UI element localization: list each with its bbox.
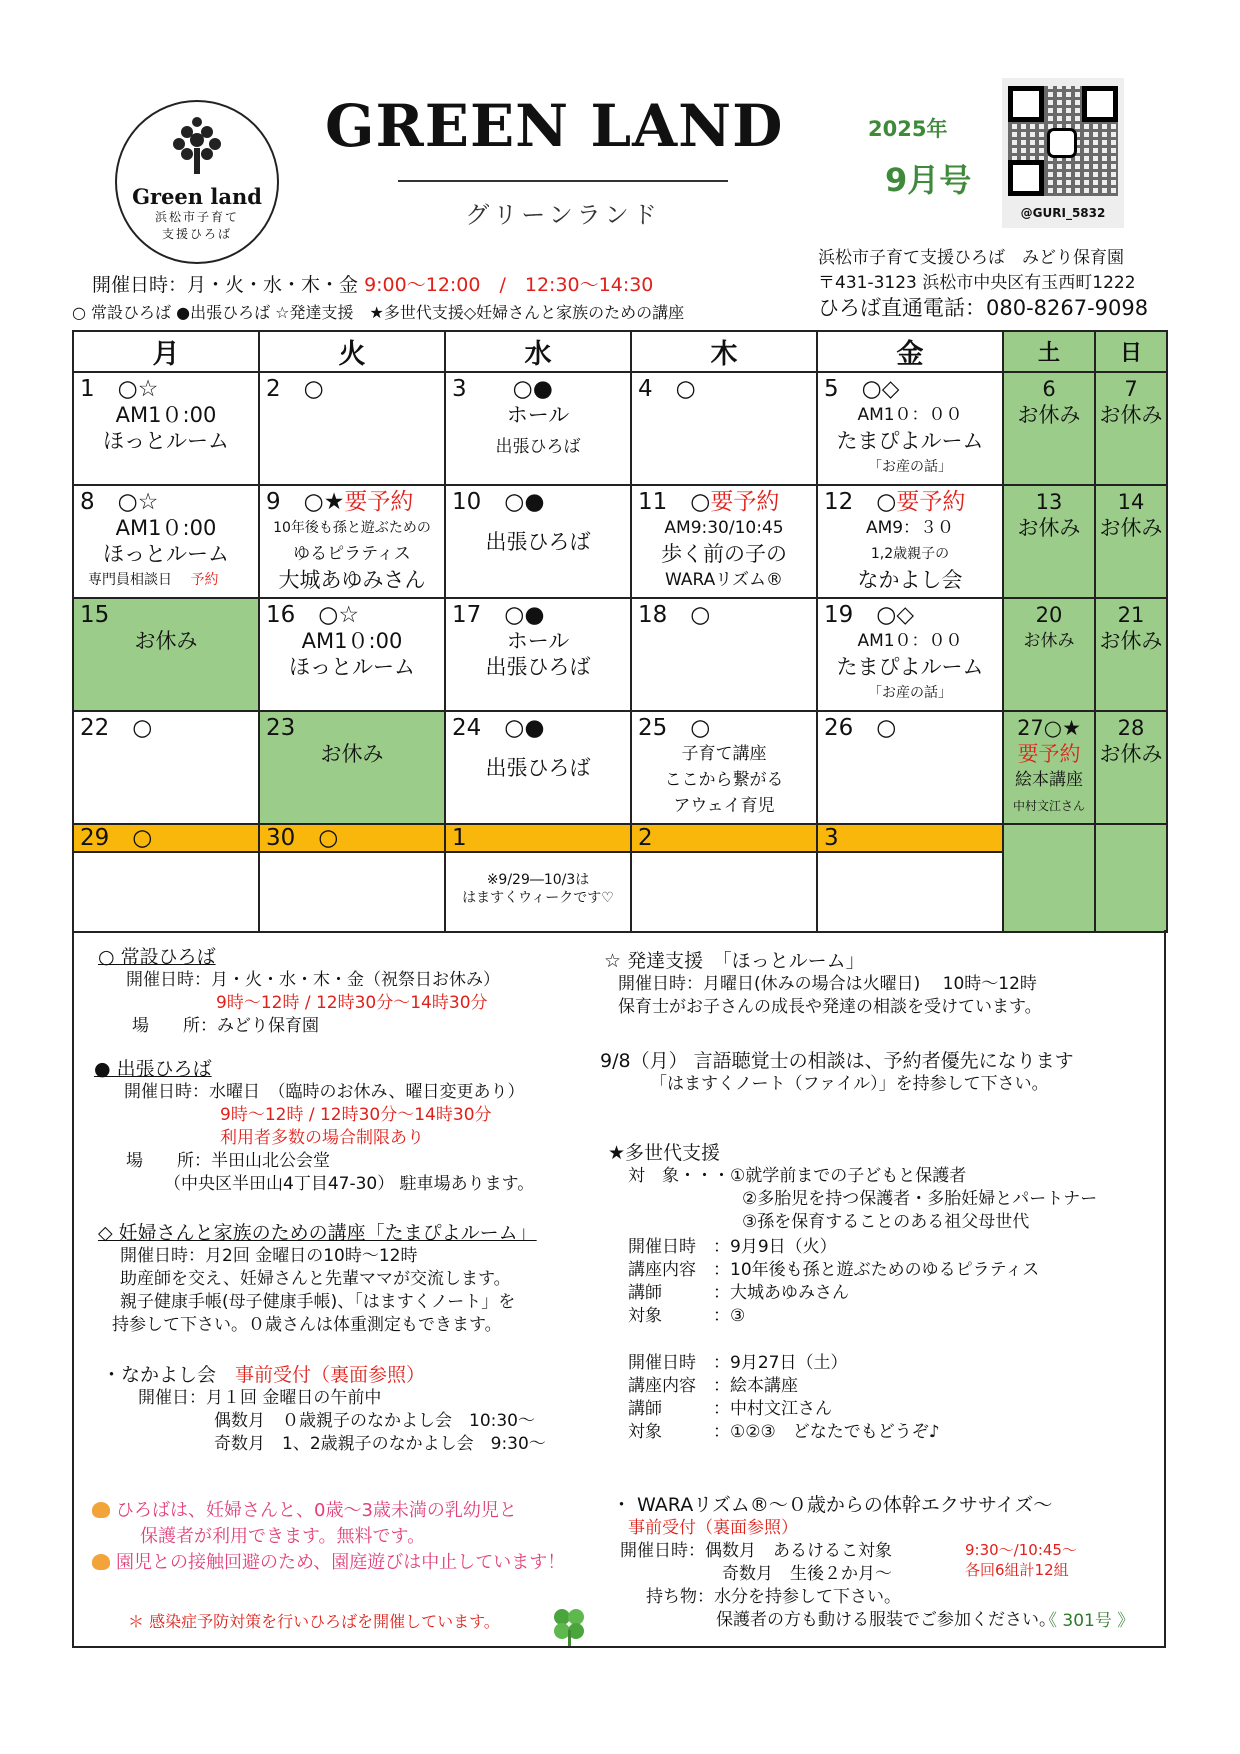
info-line: 開催日時：月・火・水・木・金（祝祭日お休み）: [126, 970, 500, 990]
week-row-5: [73, 824, 1167, 852]
day-number: 12 ○: [824, 489, 897, 515]
day-cell: [631, 598, 817, 711]
logo-sub-2: 支援ひろば: [161, 227, 232, 241]
info-line: 9/8（月） 言語聴覚士の相談は、予約者優先になります: [600, 1050, 1074, 1072]
day-cell: [259, 372, 445, 485]
day-number: 14: [1117, 490, 1145, 514]
wara-time: 9:30～/10:45～: [965, 1541, 1077, 1559]
info-line: 場 所：みどり保育園: [132, 1016, 319, 1036]
info-line: 親子健康手帳(母子健康手帳)、「はますくノート」を: [120, 1292, 516, 1312]
day-cell: [259, 598, 445, 711]
day-cell: [445, 485, 631, 598]
closed-label: お休み: [134, 629, 198, 653]
day-cell-closed: [1003, 372, 1095, 485]
info-line: 開催日時：月曜日(休みの場合は火曜日) 10時～12時: [618, 974, 1037, 994]
day-cell: [817, 372, 1003, 485]
day-number: 22 ○: [80, 715, 153, 741]
section-title: ☆ 発達支援 「ほっとルーム」: [604, 950, 865, 972]
event-time: AM1０:00: [115, 403, 217, 427]
closed-label: お休み: [1017, 516, 1081, 540]
issue-number: 《 301号 》: [1040, 1611, 1135, 1631]
event-note: 専門員相談日: [88, 572, 172, 588]
info-line: 開催日時：水曜日 （臨時のお休み、曜日変更あり）: [124, 1082, 525, 1102]
day-number: 4 ○: [638, 376, 696, 402]
issue-year: 2025年: [868, 117, 948, 141]
day-number: 19 ○◇: [824, 602, 915, 628]
reservation-badge: 事前受付（裏面参照）: [628, 1518, 798, 1538]
qr-finder-2: [1082, 86, 1118, 122]
section-shutcho: [94, 1058, 534, 1196]
day-cell-closed: [1095, 598, 1167, 711]
event-title-2: アウェイ育児: [673, 796, 775, 816]
info-line-highlight: 9時～12時 / 12時30分～14時30分: [216, 993, 488, 1013]
event-line: 対象 ：①②③ どなたでもどうぞ♪: [628, 1422, 940, 1442]
infection-note: ＊ 感染症予防対策を行いひろばを開催しています。: [128, 1612, 500, 1631]
day-number: 29 ○: [80, 825, 153, 851]
event-line: 対象 ：③: [628, 1306, 746, 1326]
qr-code[interactable]: [1002, 78, 1124, 228]
day-number: 1 ○☆: [80, 376, 159, 402]
closed-label: お休み: [320, 742, 384, 766]
reservation-badge: 要予約: [896, 489, 966, 515]
info-line: 助産師を交え、妊婦さんと先輩ママが交流します。: [120, 1269, 511, 1289]
event-subtitle: 「お産の話」: [868, 459, 952, 475]
week-row-6: [73, 852, 1167, 932]
day-number: 28: [1117, 716, 1145, 740]
weekday-header: [73, 331, 1167, 372]
wara-capacity: 各回6組計12組: [965, 1561, 1069, 1579]
day-cell: [631, 372, 817, 485]
event-title: 出張ひろば: [485, 756, 591, 780]
day-number: 5 ○◇: [824, 376, 900, 402]
day-cell-closed: [1003, 485, 1095, 598]
info-line: 保護者の方も動ける服装でご参加ください。: [716, 1610, 1056, 1630]
day-cell-closed: [73, 598, 259, 711]
logo-brand: Green land: [132, 184, 262, 209]
event-time: AM1０:00: [115, 516, 217, 540]
section-jousetsu: [98, 946, 500, 1038]
event-subtitle: 1,2歳親子の: [870, 546, 950, 562]
info-line: 対 象・・・①就学前までの子どもと保護者: [628, 1166, 967, 1186]
instagram-icon: [1047, 128, 1077, 158]
event-title: ゆるピラティス: [293, 544, 411, 564]
day-number: 20: [1035, 603, 1063, 627]
org-address: 〒431-3123 浜松市中央区有玉西町1222: [818, 273, 1136, 293]
info-line: ③孫を保育することのある祖父母世代: [742, 1212, 1030, 1232]
clover-icon: [545, 1600, 593, 1648]
day-number: 3: [824, 825, 839, 851]
week-row-2: [73, 485, 1167, 598]
event-title: たまぴよルーム: [836, 429, 984, 453]
closed-label: お休み: [1017, 403, 1081, 427]
event-title: ほっとルーム: [103, 429, 229, 453]
event-subtitle: 子育て講座: [681, 744, 767, 764]
info-line: 奇数月 生後２か月～: [722, 1564, 892, 1584]
day-number: 15: [80, 602, 110, 628]
day-number: 16 ○☆: [266, 602, 359, 628]
day-cell: [259, 485, 445, 598]
notice-block: [92, 1498, 565, 1576]
event-title: 絵本講座: [1015, 770, 1083, 790]
day-cell: [445, 598, 631, 711]
day-number: 26 ○: [824, 715, 897, 741]
day-cell-empty: [1095, 824, 1167, 932]
logo-sub-1: 浜松市子育て: [154, 210, 239, 224]
week-row-4: [73, 711, 1167, 824]
section-title: ・ WARAリズム®～０歳からの体幹エクササイズ～: [612, 1494, 1053, 1516]
day-number: 13: [1035, 490, 1063, 514]
calendar: [72, 330, 1168, 933]
event-place: ホール: [506, 629, 570, 653]
week-note-2: はますくウィークです♡: [462, 890, 614, 906]
day-cell: [631, 711, 817, 824]
day-cell-empty: [631, 852, 817, 932]
closed-label: お休み: [1099, 742, 1163, 766]
info-line: 持ち物：水分を持参して下さい。: [646, 1587, 901, 1607]
notice-line: 保護者が利用できます。無料です。: [140, 1526, 426, 1547]
event-place: ホール: [506, 403, 570, 427]
event-subtitle: 10年後も孫と遊ぶための: [273, 520, 431, 536]
day-cell: [73, 485, 259, 598]
opening-hours: [92, 270, 653, 297]
org-name: 浜松市子育て支援ひろば みどり保育園: [818, 248, 1124, 268]
event-time: AM9:30/10:45: [664, 518, 784, 538]
weekday-sat: 土: [1003, 331, 1095, 372]
tree-icon: [169, 114, 225, 176]
event-instructor: 中村文江さん: [1012, 799, 1085, 813]
closed-label: お休み: [1099, 516, 1163, 540]
day-cell-empty: [817, 852, 1003, 932]
event-title: ほっとルーム: [103, 542, 229, 566]
closed-label: お休み: [1099, 403, 1163, 427]
event-time: AM9：３０: [865, 518, 955, 538]
instagram-handle: @GURI_5832: [1020, 206, 1106, 220]
reservation-badge: 予約: [190, 572, 219, 588]
heart-icon: [92, 1554, 110, 1570]
day-number: 9 ○★: [266, 489, 345, 515]
symbol-legend: ○ 常設ひろば ●出張ひろば ☆発達支援 ★多世代支援◇妊婦さんと家族のための講座: [72, 303, 685, 322]
event-instructor: 大城あゆみさん: [278, 568, 426, 592]
event-title: 出張ひろば: [495, 437, 581, 457]
day-number: 30 ○: [266, 825, 339, 851]
day-cell: [73, 711, 259, 824]
qr-finder-3: [1008, 160, 1044, 196]
qr-finder-1: [1008, 86, 1044, 122]
info-line-highlight: 9時～12時 / 12時30分～14時30分: [220, 1105, 492, 1125]
issue-month: 9月号: [885, 161, 972, 199]
wara-time-note: [965, 1540, 1077, 1580]
day-number: 25 ○: [638, 715, 711, 741]
weekday-wed: 水: [445, 331, 631, 372]
day-cell: [259, 824, 445, 852]
day-cell-closed: [1095, 485, 1167, 598]
event-title: 出張ひろば: [485, 655, 591, 679]
info-line: 開催日：月１回 金曜日の午前中: [138, 1388, 382, 1408]
section-title: ◇ 妊婦さんと家族のための講座「たまぴよルーム」: [98, 1222, 537, 1244]
reservation-badge: 要予約: [1017, 742, 1081, 766]
day-cell-empty: [1003, 824, 1095, 932]
week-row-3: [73, 598, 1167, 711]
info-line: 開催日時：月2回 金曜日の10時～12時: [120, 1246, 418, 1266]
reservation-badge: 事前受付（裏面参照）: [235, 1364, 426, 1386]
section-tamapiyo: [98, 1222, 537, 1337]
weekday-sun: 日: [1095, 331, 1167, 372]
info-line: 保育士がお子さんの成長や発達の相談を受けています。: [618, 997, 1042, 1017]
closed-label: お休み: [1099, 629, 1163, 653]
hours-label: 開催日時：月・火・水・木・金: [92, 274, 359, 296]
day-cell: [631, 824, 817, 852]
event-title: なかよし会: [857, 568, 963, 592]
day-cell-empty: [73, 852, 259, 932]
notice-line: 園児との接触回避のため、園庭遊びは中止しています！: [116, 1552, 566, 1573]
info-line: 場 所：半田山北公会堂: [126, 1151, 330, 1171]
reservation-badge: 要予約: [344, 489, 414, 515]
org-tel: ひろば直通電話：080-8267-9098: [818, 296, 1149, 320]
day-cell-closed: [1095, 711, 1167, 824]
event-title: たまぴよルーム: [836, 655, 984, 679]
heart-icon: [92, 1502, 110, 1518]
day-cell: [817, 485, 1003, 598]
event-line: 講師 ：大城あゆみさん: [628, 1283, 849, 1303]
event-line: 開催日時 ：9月27日（土）: [628, 1353, 848, 1373]
info-line-highlight: 利用者多数の場合制限あり: [220, 1128, 424, 1148]
section-tasedai: [608, 1142, 1097, 1444]
day-number: 1: [452, 825, 467, 851]
day-number: 7: [1124, 377, 1138, 401]
day-number: 11 ○: [638, 489, 711, 515]
weekday-fri: 金: [817, 331, 1003, 372]
info-line: （中央区半田山4丁目47-30） 駐車場あります。: [164, 1174, 535, 1194]
day-cell-closed: [1095, 372, 1167, 485]
day-number: 17 ○●: [452, 602, 545, 628]
day-cell-event: [1003, 711, 1095, 824]
section-title: ● 出張ひろば: [94, 1058, 212, 1080]
info-line: ②多胎児を持つ保護者・多胎妊婦とパートナー: [742, 1189, 1098, 1209]
closed-label: お休み: [1023, 631, 1075, 651]
day-number: 10 ○●: [452, 489, 545, 515]
section-gengo: [600, 1050, 1074, 1096]
reservation-badge: 要予約: [710, 489, 780, 515]
event-line: 講師 ：中村文江さん: [628, 1399, 832, 1419]
event-time: AM1０:00: [301, 629, 403, 653]
day-number: 6: [1042, 377, 1056, 401]
org-info: [818, 246, 1148, 321]
day-cell: [445, 852, 631, 932]
title-divider: [398, 180, 728, 182]
event-line: 講座内容 ：10年後も孫と遊ぶためのゆるピラティス: [628, 1260, 1040, 1280]
event-line: 講座内容 ：絵本講座: [628, 1376, 798, 1396]
hours-times: 9:00～12:00 / 12:30～14:30: [364, 274, 654, 296]
event-time: AM1０：００: [857, 631, 963, 651]
week-row-1: [73, 372, 1167, 485]
event-line: 開催日時 ：9月9日（火）: [628, 1237, 837, 1257]
section-title: ・なかよし会: [102, 1364, 217, 1386]
info-line: 持参して下さい。０歳さんは体重測定もできます。: [112, 1315, 502, 1335]
day-cell: [631, 485, 817, 598]
event-title: 歩く前の子の: [661, 542, 787, 566]
day-cell-closed: [259, 711, 445, 824]
weekday-mon: 月: [73, 331, 259, 372]
day-cell-closed: [1003, 598, 1095, 711]
day-number: 8 ○☆: [80, 489, 159, 515]
day-number: 23: [266, 715, 296, 741]
day-cell: [73, 824, 259, 852]
week-note-1: ※9/29―10/3は: [486, 872, 590, 888]
day-number: 3 ○●: [452, 376, 553, 402]
logo: [115, 100, 279, 264]
day-cell: [817, 824, 1003, 852]
section-title: ★多世代支援: [608, 1142, 721, 1164]
day-number: 24 ○●: [452, 715, 545, 741]
day-cell: [73, 372, 259, 485]
event-title: ほっとルーム: [289, 655, 415, 679]
info-line: 開催日時：偶数月 あるけるこ対象: [620, 1541, 892, 1561]
day-cell: [445, 372, 631, 485]
notice-line: ひろばは、妊婦さんと、0歳～3歳未満の乳幼児と: [116, 1500, 517, 1521]
info-line: 「はますくノート（ファイル）」を持参して下さい。: [650, 1074, 1049, 1094]
info-line: 偶数月 ０歳親子のなかよし会 10:30～: [214, 1411, 535, 1431]
page-title: GREEN LAND: [325, 92, 784, 160]
day-number: 2 ○: [266, 376, 324, 402]
page-title-kana: グリーンランド: [465, 201, 661, 229]
day-cell: [445, 711, 631, 824]
section-title: ○ 常設ひろば: [98, 946, 216, 968]
day-number: 27○★: [1017, 716, 1081, 740]
event-subtitle: 「お産の話」: [868, 685, 952, 701]
event-title: 出張ひろば: [485, 530, 591, 554]
day-cell: [445, 824, 631, 852]
day-cell: [817, 711, 1003, 824]
event-title: ここから繋がる: [664, 770, 784, 790]
event-time: AM1０：００: [857, 405, 963, 425]
weekday-thu: 木: [631, 331, 817, 372]
day-cell-empty: [259, 852, 445, 932]
day-cell: [817, 598, 1003, 711]
day-number: 18 ○: [638, 602, 711, 628]
day-number: 2: [638, 825, 653, 851]
weekday-tue: 火: [259, 331, 445, 372]
day-number: 21: [1117, 603, 1145, 627]
info-line: 奇数月 1、2歳親子のなかよし会 9:30～: [214, 1434, 546, 1454]
section-nakayoshi: [102, 1364, 546, 1456]
event-subtitle: WARAリズム®: [665, 570, 783, 590]
section-hattatsu: [604, 950, 1042, 1019]
